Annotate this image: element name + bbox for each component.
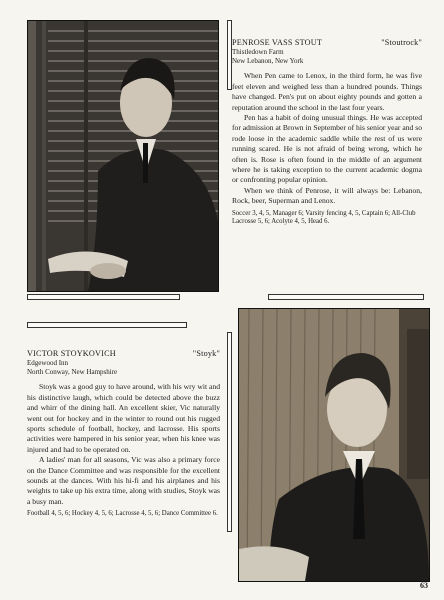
bio-victor (27, 349, 220, 519)
student-nickname: "Stoutrock" (381, 38, 422, 47)
student-name: VICTOR STOYKOVICH (27, 349, 116, 358)
activities-list: Football 4, 5, 6; Hockey 4, 5, 6; Lacrosse 4, 5, 6; Dance Committee 6. (27, 510, 218, 518)
bio-paragraph: When we think of Penrose, it will always be: Lebanon, Rock, beer, Superman and Lenox. (232, 185, 422, 206)
residence-line: Edgewood Inn (27, 359, 69, 368)
decorative-rule (27, 294, 180, 300)
residence-line: North Conway, New Hampshire (27, 368, 118, 377)
bio-paragraph: Pen has a habit of doing unusual things. He was accepted for admission at Brown in September of his senior year and so rode loose in the academic saddle while the rest of us were running scared. He is not afraid of being wrong, which he often is. Rose is often found in the middle of an argument where he is taking exception to the current academic dogma or confronting popular opinion. (232, 113, 422, 185)
bio-paragraph: A ladies' man for all seasons, Vic was also a primary force on the Dance Committee and was responsible for the excellent sounds at the dances. With his hi-fi and his airplanes and his weights to take up his extra time, along with studies, Stoyk was a busy man. (27, 455, 220, 506)
decorative-rule (227, 332, 232, 532)
decorative-rule (227, 20, 232, 90)
page-number: 63 (420, 581, 428, 590)
portrait-photo-victor (238, 308, 430, 582)
bio-paragraph: When Pen came to Lenox, in the third form, he was five feet eleven and weighed less than a hundred pounds. Things have changed. Pen's put on about eighty pounds and gotten a reputation around the school in the last four years. (232, 71, 422, 112)
decorative-rule (27, 322, 187, 328)
residence-line: Thistledown Farm (232, 48, 284, 57)
decorative-rule (268, 294, 424, 300)
student-nickname: "Stoyk" (192, 349, 220, 358)
activities-list: Soccer 3, 4, 5, Manager 6; Varsity fencing 4, 5, Captain 6; All-Club Lacrosse 5, 6; Acolyte 4, 5, Head 6. (232, 209, 416, 226)
portrait-photo-penrose (27, 20, 219, 292)
residence-line: New Lebanon, New York (232, 57, 304, 66)
bio-penrose (232, 38, 422, 227)
student-name: PENROSE VASS STOUT (232, 38, 323, 47)
bio-paragraph: Stoyk was a good guy to have around, with his wry wit and his distinctive laugh, which could be detected above the buzz and whirr of the dining hall. An excellent skier, Vic naturally went out for hockey and in the winter to round out his rugged sports schedule of football, hockey, and lacrosse. His sports activities were hampered in his senior year, when his knee was injured and had to be operated on. (27, 382, 220, 454)
